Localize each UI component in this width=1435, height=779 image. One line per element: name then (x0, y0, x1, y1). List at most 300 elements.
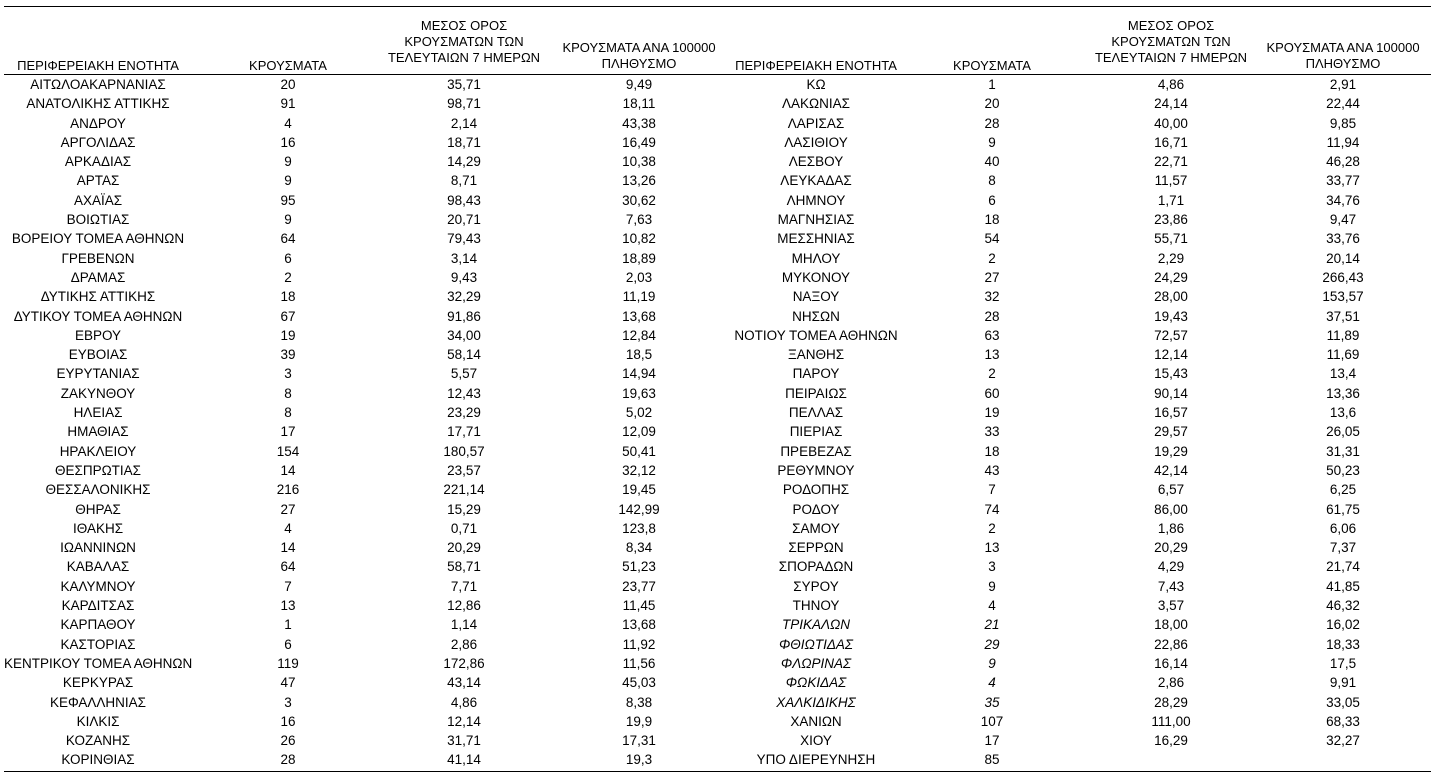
right-cases-cell: 107 (980, 713, 1004, 729)
left-per100k-cell: 9,49 (625, 77, 653, 92)
table-row (0, 171, 1435, 190)
left-avg7-cell: 8,71 (450, 173, 478, 189)
header-avg7-line1: ΜΕΣΟΣ ΟΡΟΣ (420, 18, 508, 33)
right-region-cell: ΚΩ (806, 77, 826, 92)
left-cases-cell: 64 (280, 559, 296, 575)
left-avg7-cell: 20,29 (447, 540, 481, 556)
right-per100k-cell: 266,43 (1322, 269, 1364, 285)
left-per100k-cell: 23,77 (622, 578, 656, 594)
header-avg7-line2: ΚΡΟΥΣΜΑΤΩΝ ΤΩΝ (404, 34, 524, 49)
left-cases-cell: 64 (280, 231, 296, 247)
left-per100k-cell: 11,92 (622, 636, 656, 652)
left-region-cell: ΑΡΓΟΛΙΔΑΣ (60, 134, 136, 150)
left-region-cell: ΗΡΑΚΛΕΙΟΥ (59, 443, 137, 459)
right-region-cell: ΡΟΔΟΠΗΣ (782, 482, 850, 498)
table-row (0, 750, 1435, 769)
right-region-cell: ΣΠΟΡΑΔΩΝ (778, 559, 854, 575)
right-per100k-cell: 13,6 (1329, 405, 1357, 421)
table-row (0, 326, 1435, 345)
left-cases-cell: 2 (284, 269, 292, 285)
left-region-cell: ΑΙΤΩΛΟΑΚΑΡΝΑΝΙΑΣ (30, 77, 166, 92)
left-cases-cell: 16 (280, 713, 296, 729)
left-avg7-cell: 180,57 (443, 443, 485, 459)
table-row (0, 712, 1435, 731)
right-per100k-cell: 33,76 (1326, 231, 1360, 247)
right-avg7-cell: 16,29 (1154, 733, 1188, 749)
right-cases-cell: 43 (984, 462, 1000, 478)
table-bottom-rule (4, 771, 1431, 772)
right-avg7-cell: 111,00 (1151, 713, 1191, 729)
right-cases-cell: 9 (988, 578, 996, 594)
table-row (0, 403, 1435, 422)
right-per100k-cell: 46,32 (1326, 598, 1360, 614)
header-avg7-line3: ΤΕΛΕΥΤΑΙΩΝ 7 ΗΜΕΡΩΝ (1094, 50, 1248, 65)
left-region-cell: ΖΑΚΥΝΘΟΥ (60, 385, 136, 401)
right-per100k-cell: 22,44 (1326, 96, 1360, 112)
right-region-cell: ΤΗΝΟΥ (792, 598, 840, 614)
left-cases-cell: 18 (280, 289, 296, 305)
right-per100k-cell: 18,33 (1326, 636, 1360, 652)
right-avg7-cell: 19,43 (1154, 308, 1188, 324)
right-avg7-cell: 11,57 (1154, 173, 1188, 189)
right-region-cell: ΦΘΙΩΤΙΔΑΣ (779, 636, 853, 652)
left-cases-cell: 28 (280, 752, 296, 768)
table-row (0, 577, 1435, 596)
left-per100k-cell: 12,09 (622, 424, 656, 440)
left-per100k-cell: 30,62 (622, 192, 656, 208)
left-per100k-cell: 19,9 (625, 713, 653, 729)
table-row (0, 210, 1435, 229)
right-avg7-cell: 72,57 (1154, 327, 1188, 343)
left-avg7-cell: 32,29 (447, 289, 481, 305)
left-avg7-cell: 2,86 (450, 636, 478, 652)
right-region-cell: ΛΕΥΚΑΔΑΣ (780, 173, 852, 189)
right-cases-cell: 28 (984, 115, 1000, 131)
header-avg7-left (380, 18, 548, 66)
table-row (0, 345, 1435, 364)
right-per100k-cell: 37,51 (1326, 308, 1360, 324)
table-row (0, 693, 1435, 712)
right-avg7-cell: 22,86 (1154, 636, 1188, 652)
right-per100k-cell: 13,4 (1329, 366, 1357, 382)
right-per100k-cell: 68,33 (1326, 713, 1360, 729)
left-avg7-cell: 12,43 (447, 385, 481, 401)
right-avg7-cell: 16,14 (1154, 655, 1188, 671)
right-region-cell: ΠΕΛΛΑΣ (788, 405, 844, 421)
right-per100k-cell: 41,85 (1326, 578, 1360, 594)
left-region-cell: ΚΕΡΚΥΡΑΣ (62, 675, 134, 691)
right-per100k-cell: 20,14 (1326, 250, 1360, 266)
header-avg7-line2: ΚΡΟΥΣΜΑΤΩΝ ΤΩΝ (1111, 34, 1231, 49)
left-avg7-cell: 14,29 (447, 154, 481, 170)
right-cases-cell: 1 (988, 77, 996, 92)
right-region-cell: ΠΕΙΡΑΙΩΣ (785, 385, 847, 401)
right-cases-cell: 9 (988, 655, 996, 671)
table-body (0, 75, 1435, 770)
left-region-cell: ΕΒΡΟΥ (74, 327, 122, 343)
header-avg7-line3: ΤΕΛΕΥΤΑΙΩΝ 7 ΗΜΕΡΩΝ (387, 50, 541, 65)
right-cases-cell: 4 (988, 675, 996, 691)
table-row (0, 152, 1435, 171)
left-region-cell: ΘΕΣΠΡΩΤΙΑΣ (54, 462, 142, 478)
left-region-cell: ΘΕΣΣΑΛΟΝΙΚΗΣ (45, 482, 151, 498)
header-per100k-right (1250, 40, 1435, 72)
right-per100k-cell: 153,57 (1322, 289, 1364, 305)
left-region-cell: ΚΟΖΑΝΗΣ (65, 733, 131, 749)
right-avg7-cell: 55,71 (1154, 231, 1188, 247)
left-per100k-cell: 8,34 (625, 540, 653, 556)
left-region-cell: ΔΡΑΜΑΣ (70, 269, 126, 285)
right-cases-cell: 18 (984, 443, 1000, 459)
table-row (0, 500, 1435, 519)
right-cases-cell: 3 (988, 559, 996, 575)
left-per100k-cell: 45,03 (622, 675, 656, 691)
table-row (0, 364, 1435, 383)
left-cases-cell: 39 (280, 347, 296, 363)
right-avg7-cell: 7,43 (1157, 578, 1185, 594)
right-cases-cell: 13 (984, 347, 1000, 363)
left-avg7-cell: 98,43 (447, 192, 481, 208)
left-region-cell: ΚΙΛΚΙΣ (76, 713, 120, 729)
right-avg7-cell: 24,14 (1154, 96, 1188, 112)
right-per100k-cell: 33,05 (1326, 694, 1360, 710)
left-avg7-cell: 79,43 (447, 231, 481, 247)
left-cases-cell: 26 (280, 733, 296, 749)
right-avg7-cell: 40,00 (1154, 115, 1188, 131)
table-row (0, 75, 1435, 94)
left-per100k-cell: 142,99 (618, 501, 660, 517)
right-cases-cell: 2 (988, 520, 996, 536)
right-cases-cell: 21 (984, 617, 1000, 633)
left-avg7-cell: 35,71 (447, 77, 481, 92)
right-per100k-cell: 9,91 (1329, 675, 1357, 691)
left-region-cell: ΗΛΕΙΑΣ (73, 405, 123, 421)
right-region-cell: ΦΩΚΙΔΑΣ (785, 675, 847, 691)
right-region-cell: ΜΑΓΝΗΣΙΑΣ (777, 212, 855, 228)
table-row (0, 461, 1435, 480)
left-region-cell: ΚΕΦΑΛΛΗΝΙΑΣ (49, 694, 147, 710)
left-avg7-cell: 23,57 (447, 462, 481, 478)
right-per100k-cell: 13,36 (1326, 385, 1360, 401)
right-region-cell: ΣΥΡΟΥ (793, 578, 839, 594)
table-row (0, 307, 1435, 326)
left-cases-cell: 4 (284, 115, 292, 131)
left-per100k-cell: 13,68 (622, 308, 656, 324)
left-avg7-cell: 9,43 (450, 269, 478, 285)
right-per100k-cell: 11,89 (1326, 327, 1360, 343)
right-cases-cell: 29 (984, 636, 1000, 652)
right-region-cell: ΧΑΝΙΩΝ (790, 713, 842, 729)
header-per100k-line2: ΠΛΗΘΥΣΜΟ (1305, 56, 1381, 71)
header-per100k-left (546, 40, 732, 72)
left-avg7-cell: 12,14 (447, 713, 481, 729)
right-avg7-cell: 22,71 (1154, 154, 1188, 170)
left-region-cell: ΘΗΡΑΣ (75, 501, 121, 517)
left-cases-cell: 9 (284, 173, 292, 189)
left-region-cell: ΑΧΑΪΑΣ (73, 192, 123, 208)
header-per100k-line2: ΠΛΗΘΥΣΜΟ (601, 56, 677, 71)
left-avg7-cell: 1,14 (450, 617, 478, 633)
left-per100k-cell: 12,84 (622, 327, 656, 343)
right-region-cell: ΜΕΣΣΗΝΙΑΣ (777, 231, 855, 247)
header-region-right: ΠΕΡΙΦΕΡΕΙΑΚΗ ΕΝΟΤΗΤΑ (735, 58, 897, 73)
left-cases-cell: 19 (280, 327, 296, 343)
left-per100k-cell: 19,45 (622, 482, 656, 498)
right-per100k-cell: 46,28 (1326, 154, 1360, 170)
left-per100k-cell: 13,68 (622, 617, 656, 633)
table-row (0, 133, 1435, 152)
left-region-cell: ΑΡΤΑΣ (76, 173, 120, 189)
right-avg7-cell: 1,86 (1157, 520, 1185, 536)
left-per100k-cell: 17,31 (622, 733, 656, 749)
right-cases-cell: 2 (988, 366, 996, 382)
right-region-cell: ΣΑΜΟΥ (792, 520, 840, 536)
left-per100k-cell: 50,41 (622, 443, 656, 459)
left-per100k-cell: 123,8 (622, 520, 656, 536)
right-per100k-cell: 7,37 (1329, 540, 1357, 556)
table-row (0, 731, 1435, 750)
left-cases-cell: 7 (284, 578, 292, 594)
table-row (0, 268, 1435, 287)
right-region-cell: ΜΗΛΟΥ (791, 250, 841, 266)
right-per100k-cell: 11,69 (1326, 347, 1360, 363)
left-avg7-cell: 172,86 (443, 655, 485, 671)
right-region-cell: ΠΑΡΟΥ (792, 366, 840, 382)
left-cases-cell: 16 (280, 134, 296, 150)
left-region-cell: ΑΝΑΤΟΛΙΚΗΣ ΑΤΤΙΚΗΣ (26, 96, 170, 112)
header-avg7-line1: ΜΕΣΟΣ ΟΡΟΣ (1127, 18, 1215, 33)
left-per100k-cell: 10,38 (622, 154, 656, 170)
left-region-cell: ΙΩΑΝΝΙΝΩΝ (60, 540, 136, 556)
left-per100k-cell: 18,11 (622, 96, 656, 112)
left-per100k-cell: 43,38 (622, 115, 656, 131)
table-row (0, 596, 1435, 615)
left-avg7-cell: 34,00 (447, 327, 481, 343)
right-region-cell: ΧΑΛΚΙΔΙΚΗΣ (776, 694, 856, 710)
right-avg7-cell: 28,00 (1154, 289, 1188, 305)
table-row (0, 384, 1435, 403)
right-cases-cell: 54 (984, 231, 1000, 247)
right-avg7-cell: 28,29 (1154, 694, 1188, 710)
right-region-cell: ΧΙΟΥ (800, 733, 832, 749)
left-cases-cell: 95 (280, 192, 296, 208)
left-cases-cell: 67 (280, 308, 296, 324)
table-row (0, 673, 1435, 692)
header-per100k-line1: ΚΡΟΥΣΜΑΤΑ ΑΝΑ 100000 (562, 40, 716, 55)
left-per100k-cell: 16,49 (622, 134, 656, 150)
left-cases-cell: 9 (284, 154, 292, 170)
left-per100k-cell: 10,82 (622, 231, 656, 247)
right-region-cell: ΠΙΕΡΙΑΣ (789, 424, 843, 440)
right-region-cell: ΤΡΙΚΑΛΩΝ (781, 617, 851, 633)
left-avg7-cell: 20,71 (447, 212, 481, 228)
right-cases-cell: 8 (988, 173, 996, 189)
right-region-cell: ΡΕΘΥΜΝΟΥ (777, 462, 855, 478)
right-avg7-cell: 6,57 (1157, 482, 1185, 498)
left-cases-cell: 14 (280, 462, 296, 478)
left-cases-cell: 6 (284, 250, 292, 266)
right-cases-cell: 60 (984, 385, 1000, 401)
table-row (0, 191, 1435, 210)
right-cases-cell: 85 (984, 752, 1000, 768)
left-avg7-cell: 221,14 (443, 482, 485, 498)
right-cases-cell: 33 (984, 424, 1000, 440)
right-per100k-cell: 33,77 (1326, 173, 1360, 189)
right-per100k-cell: 61,75 (1326, 501, 1360, 517)
right-avg7-cell: 2,29 (1157, 250, 1185, 266)
header-cases-right: ΚΡΟΥΣΜΑΤΑ (953, 58, 1031, 73)
right-region-cell: ΝΟΤΙΟΥ ΤΟΜΕΑ ΑΘΗΝΩΝ (734, 327, 898, 343)
left-cases-cell: 8 (284, 405, 292, 421)
table-row (0, 114, 1435, 133)
left-region-cell: ΔΥΤΙΚΟΥ ΤΟΜΕΑ ΑΘΗΝΩΝ (13, 308, 183, 324)
left-region-cell: ΚΑΒΑΛΑΣ (66, 559, 130, 575)
left-avg7-cell: 58,14 (447, 347, 481, 363)
right-region-cell: ΝΑΞΟΥ (792, 289, 840, 305)
header-per100k-line1: ΚΡΟΥΣΜΑΤΑ ΑΝΑ 100000 (1266, 40, 1420, 55)
left-cases-cell: 13 (280, 598, 296, 614)
header-region-left: ΠΕΡΙΦΕΡΕΙΑΚΗ ΕΝΟΤΗΤΑ (17, 58, 179, 73)
left-region-cell: ΒΟΡΕΙΟΥ ΤΟΜΕΑ ΑΘΗΝΩΝ (11, 231, 185, 247)
right-region-cell: ΞΑΝΘΗΣ (787, 347, 845, 363)
right-cases-cell: 13 (984, 540, 1000, 556)
right-cases-cell: 7 (988, 482, 996, 498)
right-cases-cell: 27 (984, 269, 1000, 285)
right-avg7-cell: 86,00 (1154, 501, 1188, 517)
left-cases-cell: 154 (276, 443, 300, 459)
left-per100k-cell: 11,56 (622, 655, 656, 671)
table-row (0, 538, 1435, 557)
left-avg7-cell: 3,14 (450, 250, 478, 266)
right-per100k-cell: 34,76 (1326, 192, 1360, 208)
left-per100k-cell: 13,26 (622, 173, 656, 189)
right-per100k-cell: 50,23 (1326, 462, 1360, 478)
right-region-cell: ΛΑΡΙΣΑΣ (787, 115, 845, 131)
left-region-cell: ΔΥΤΙΚΗΣ ΑΤΤΙΚΗΣ (40, 289, 156, 305)
right-avg7-cell: 42,14 (1154, 462, 1188, 478)
right-per100k-cell: 6,06 (1329, 520, 1357, 536)
left-cases-cell: 216 (276, 482, 300, 498)
table-row (0, 654, 1435, 673)
left-avg7-cell: 41,14 (447, 752, 481, 768)
right-cases-cell: 17 (984, 733, 1000, 749)
right-avg7-cell: 4,29 (1157, 559, 1185, 575)
right-cases-cell: 40 (984, 154, 1000, 170)
left-region-cell: ΗΜΑΘΙΑΣ (67, 424, 129, 440)
left-per100k-cell: 11,19 (622, 289, 656, 305)
right-avg7-cell: 90,14 (1154, 385, 1188, 401)
right-avg7-cell: 18,00 (1154, 617, 1188, 633)
table-row (0, 94, 1435, 113)
table-row (0, 480, 1435, 499)
right-region-cell: ΜΥΚΟΝΟΥ (781, 269, 851, 285)
right-avg7-cell: 16,57 (1154, 405, 1188, 421)
right-region-cell: ΝΗΣΩΝ (792, 308, 840, 324)
right-region-cell: ΛΕΣΒΟΥ (788, 154, 844, 170)
right-region-cell: ΛΗΜΝΟΥ (786, 192, 846, 208)
right-avg7-cell: 15,43 (1154, 366, 1188, 382)
right-per100k-cell: 2,91 (1329, 77, 1357, 92)
right-per100k-cell: 16,02 (1326, 617, 1360, 633)
left-cases-cell: 6 (284, 636, 292, 652)
left-region-cell: ΚΟΡΙΝΘΙΑΣ (61, 752, 135, 768)
left-avg7-cell: 43,14 (447, 675, 481, 691)
left-per100k-cell: 51,23 (622, 559, 656, 575)
left-cases-cell: 1 (284, 617, 292, 633)
right-region-cell: ΦΛΩΡΙΝΑΣ (780, 655, 852, 671)
table-row (0, 422, 1435, 441)
header-cases-left: ΚΡΟΥΣΜΑΤΑ (249, 58, 327, 73)
left-per100k-cell: 18,5 (625, 347, 653, 363)
left-cases-cell: 20 (280, 77, 296, 92)
left-avg7-cell: 58,71 (447, 559, 481, 575)
left-region-cell: ΕΥΡΥΤΑΝΙΑΣ (56, 366, 140, 382)
left-cases-cell: 8 (284, 385, 292, 401)
right-avg7-cell: 29,57 (1154, 424, 1188, 440)
left-per100k-cell: 32,12 (622, 462, 656, 478)
right-avg7-cell: 12,14 (1154, 347, 1188, 363)
left-avg7-cell: 31,71 (447, 733, 481, 749)
left-region-cell: ΑΝΔΡΟΥ (70, 115, 126, 131)
left-avg7-cell: 5,57 (450, 366, 478, 382)
right-cases-cell: 35 (984, 694, 1000, 710)
left-cases-cell: 91 (280, 96, 296, 112)
right-avg7-cell: 19,29 (1154, 443, 1188, 459)
left-per100k-cell: 7,63 (625, 212, 653, 228)
table-row (0, 615, 1435, 634)
right-per100k-cell: 21,74 (1326, 559, 1360, 575)
right-avg7-cell: 1,71 (1157, 192, 1185, 208)
table-row (0, 557, 1435, 576)
right-region-cell: ΣΕΡΡΩΝ (788, 540, 844, 556)
left-region-cell: ΚΕΝΤΡΙΚΟΥ ΤΟΜΕΑ ΑΘΗΝΩΝ (4, 655, 193, 671)
right-region-cell: ΛΑΚΩΝΙΑΣ (782, 96, 850, 112)
right-avg7-cell: 23,86 (1154, 212, 1188, 228)
right-avg7-cell: 2,86 (1157, 675, 1185, 691)
right-cases-cell: 9 (988, 134, 996, 150)
right-cases-cell: 63 (984, 327, 1000, 343)
left-avg7-cell: 0,71 (450, 520, 478, 536)
left-per100k-cell: 11,45 (622, 598, 656, 614)
left-region-cell: ΚΑΣΤΟΡΙΑΣ (60, 636, 136, 652)
right-avg7-cell: 20,29 (1154, 540, 1188, 556)
left-avg7-cell: 2,14 (450, 115, 478, 131)
left-avg7-cell: 18,71 (447, 134, 481, 150)
left-per100k-cell: 2,03 (625, 269, 653, 285)
right-cases-cell: 4 (988, 598, 996, 614)
left-per100k-cell: 19,63 (622, 385, 656, 401)
right-cases-cell: 6 (988, 192, 996, 208)
left-region-cell: ΕΥΒΟΙΑΣ (68, 347, 128, 363)
right-cases-cell: 28 (984, 308, 1000, 324)
left-cases-cell: 47 (280, 675, 296, 691)
right-cases-cell: 20 (984, 96, 1000, 112)
right-region-cell: ΠΡΕΒΕΖΑΣ (780, 443, 852, 459)
left-cases-cell: 9 (284, 212, 292, 228)
right-avg7-cell: 24,29 (1154, 269, 1188, 285)
table-top-rule (4, 6, 1431, 7)
right-cases-cell: 19 (984, 405, 1000, 421)
right-per100k-cell: 26,05 (1326, 424, 1360, 440)
left-cases-cell: 3 (284, 694, 292, 710)
table-row (0, 442, 1435, 461)
right-cases-cell: 32 (984, 289, 1000, 305)
left-avg7-cell: 98,71 (447, 96, 481, 112)
right-cases-cell: 74 (984, 501, 1000, 517)
left-cases-cell: 17 (280, 424, 296, 440)
table-row (0, 519, 1435, 538)
left-region-cell: ΚΑΡΠΑΘΟΥ (60, 617, 136, 633)
